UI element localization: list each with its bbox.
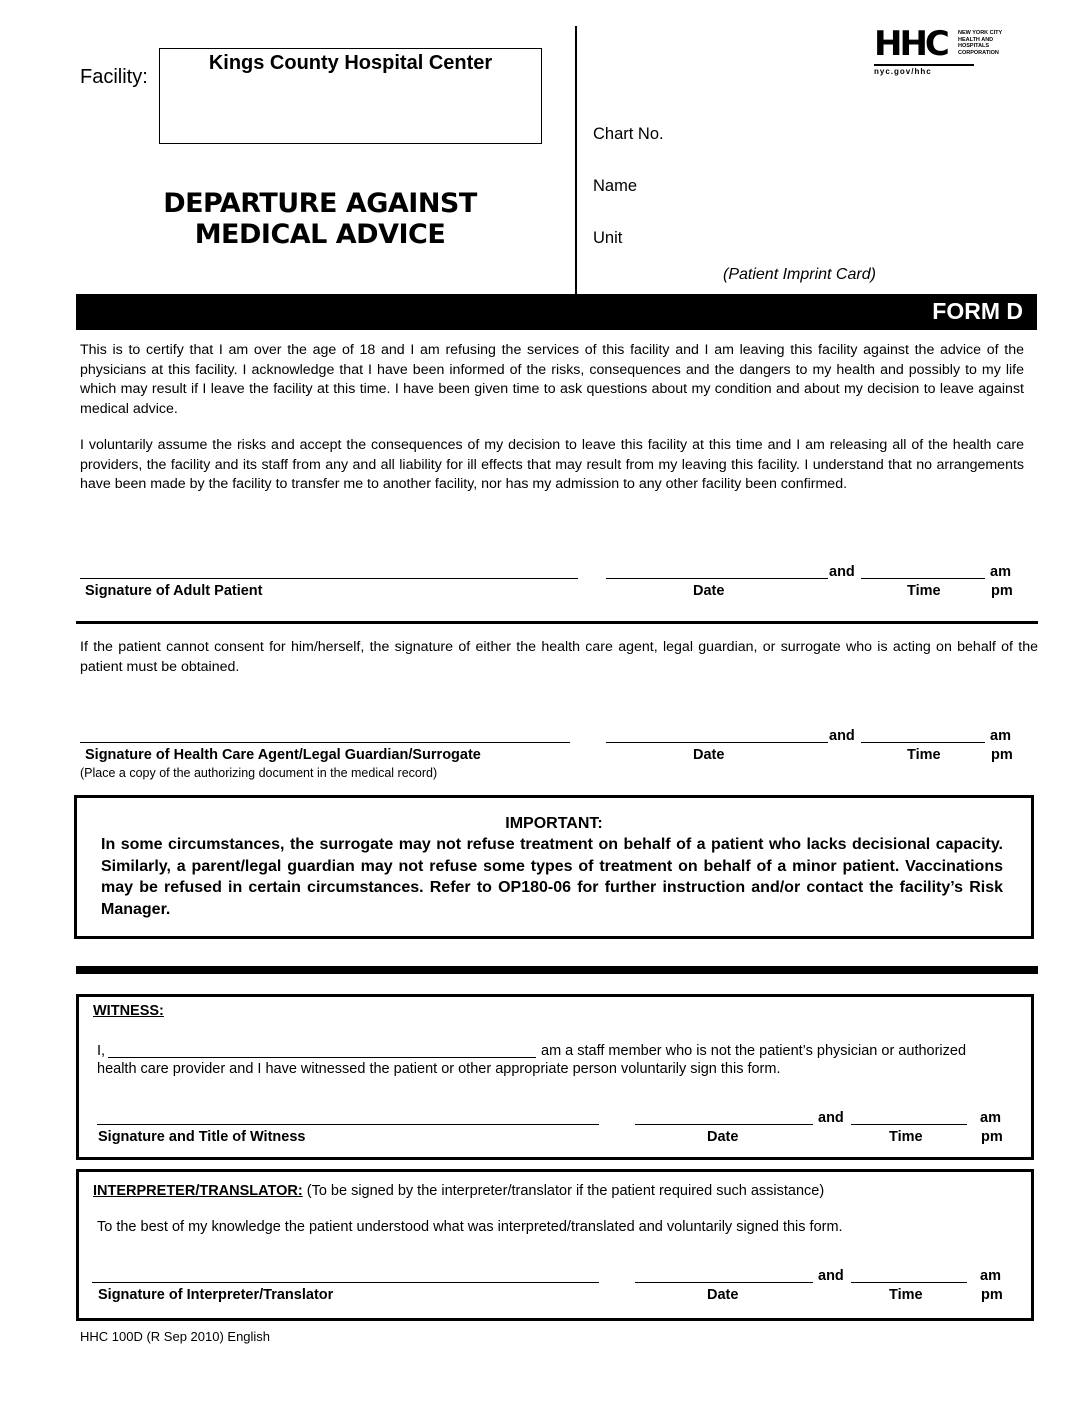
interpreter-am-option: am bbox=[980, 1268, 1001, 1284]
date-line-2[interactable] bbox=[606, 742, 828, 743]
witness-heading: WITNESS: bbox=[93, 1003, 164, 1019]
witness-time-label: Time bbox=[889, 1129, 923, 1145]
witness-date-label: Date bbox=[707, 1129, 739, 1145]
interpreter-heading-note: (To be signed by the interpreter/translator if the patient required such assistance) bbox=[302, 1183, 825, 1199]
time-label-2: Time bbox=[907, 747, 941, 763]
chart-no-label: Chart No. bbox=[593, 125, 664, 143]
surrogate-signature-label: Signature of Health Care Agent/Legal Guardian/Surrogate bbox=[85, 747, 481, 763]
and-text-2: and bbox=[829, 728, 855, 744]
form-code: HHC 100D (R Sep 2010) English bbox=[80, 1329, 271, 1344]
unit-label: Unit bbox=[593, 229, 623, 247]
witness-time-line[interactable] bbox=[851, 1124, 967, 1125]
witness-pm-option: pm bbox=[981, 1129, 1003, 1145]
imprint-note: (Patient Imprint Card) bbox=[723, 266, 876, 283]
pm-option-2: pm bbox=[991, 747, 1013, 763]
section-divider-2 bbox=[76, 966, 1038, 974]
hhc-logo-letters: HHC bbox=[874, 24, 947, 64]
certification-paragraph: This is to certify that I am over the age of 18 and I am refusing the services of this facility and I am leaving this facility against the advice of the physicians at this facility. I acknowledge that I have been informed of the risks, consequences and the dangers to my health and possibly to my life which may result if I leave the facility at this time. I have been given time to ask questions about my condition and about my decision to leave against medical advice. bbox=[80, 342, 1024, 417]
interpreter-time-line[interactable] bbox=[851, 1282, 967, 1283]
header-divider bbox=[575, 26, 577, 294]
interpreter-date-line[interactable] bbox=[635, 1282, 813, 1283]
interpreter-heading: INTERPRETER/TRANSLATOR: bbox=[93, 1183, 303, 1199]
facility-label: Facility: bbox=[80, 66, 148, 88]
witness-and-text: and bbox=[818, 1110, 844, 1126]
release-paragraph: I voluntarily assume the risks and accept the consequences of my decision to leave this facility at this time and I am releasing all of the health care providers, the facility and its staff from any and all liability for ill effects that may result from my leaving this facility. I understand that no arrangements have been made by the facility to transfer me to another facility, nor has my admission to any other facility been confirmed. bbox=[80, 437, 1024, 493]
interpreter-signature-line[interactable] bbox=[92, 1282, 599, 1283]
authorizing-document-note: (Place a copy of the authorizing document in the medical record) bbox=[80, 766, 438, 780]
witness-statement-b: health care provider and I have witnessed the patient or other appropriate person voluntarily sign this form. bbox=[97, 1061, 781, 1077]
interpreter-statement: To the best of my knowledge the patient understood what was interpreted/translated and voluntarily signed this form. bbox=[97, 1219, 843, 1235]
hhc-logo bbox=[874, 24, 1024, 82]
hhc-logo-url: nyc.gov/hhc bbox=[874, 67, 932, 76]
date-label-2: Date bbox=[693, 747, 725, 763]
interpreter-date-label: Date bbox=[707, 1287, 739, 1303]
witness-i-label: I, bbox=[97, 1043, 106, 1059]
form-banner bbox=[76, 294, 1037, 330]
important-heading: IMPORTANT: bbox=[505, 815, 603, 832]
date-line-1[interactable] bbox=[606, 578, 828, 579]
interpreter-and-text: and bbox=[818, 1268, 844, 1284]
am-option-1: am bbox=[990, 564, 1011, 580]
time-line-1[interactable] bbox=[861, 578, 985, 579]
time-line-2[interactable] bbox=[861, 742, 985, 743]
witness-name-line[interactable] bbox=[108, 1057, 536, 1058]
time-label-1: Time bbox=[907, 583, 941, 599]
form-title bbox=[150, 188, 490, 250]
date-label-1: Date bbox=[693, 583, 725, 599]
name-label: Name bbox=[593, 177, 638, 195]
and-text-1: and bbox=[829, 564, 855, 580]
important-text: In some circumstances, the surrogate may not refuse treatment on behalf of a patient who lacks decisional capacity. Similarly, a parent/legal guardian may not refuse some types of treatment on behalf of a minor patient. Vaccinations may be refused in certain circumstances. Refer to OP180-06 for further instruction and/or contact the facility’s Risk Manager. bbox=[101, 836, 1003, 918]
am-option-2: am bbox=[990, 728, 1011, 744]
facility-name-box bbox=[159, 48, 542, 144]
facility-name: Kings County Hospital Center bbox=[208, 52, 493, 74]
witness-signature-line[interactable] bbox=[97, 1124, 599, 1125]
patient-signature-label: Signature of Adult Patient bbox=[85, 583, 263, 599]
interpreter-pm-option: pm bbox=[981, 1287, 1003, 1303]
surrogate-signature-line[interactable] bbox=[80, 742, 570, 743]
form-title-line1: DEPARTURE AGAINST bbox=[163, 188, 477, 219]
witness-am-option: am bbox=[980, 1110, 1001, 1126]
witness-statement-a: am a staff member who is not the patient’s physician or authorized bbox=[541, 1043, 967, 1059]
interpreter-signature-label: Signature of Interpreter/Translator bbox=[98, 1287, 334, 1303]
surrogate-paragraph: If the patient cannot consent for him/herself, the signature of either the health care agent, legal guardian, or surrogate who is acting on behalf of the patient must be obtained. bbox=[80, 639, 1038, 675]
form-label: FORM D bbox=[932, 298, 1023, 324]
interpreter-heading-row bbox=[93, 1183, 824, 1199]
patient-signature-line[interactable] bbox=[80, 578, 578, 579]
important-notice bbox=[74, 795, 1034, 939]
form-title-line2: MEDICAL ADVICE bbox=[194, 219, 446, 250]
witness-date-line[interactable] bbox=[635, 1124, 813, 1125]
witness-signature-label: Signature and Title of Witness bbox=[98, 1129, 306, 1145]
section-divider-1 bbox=[76, 621, 1038, 624]
pm-option-1: pm bbox=[991, 583, 1013, 599]
interpreter-time-label: Time bbox=[889, 1287, 923, 1303]
hhc-logo-tagline: NEW YORK CITY HEALTH AND HOSPITALS CORPORATION bbox=[958, 30, 1003, 56]
